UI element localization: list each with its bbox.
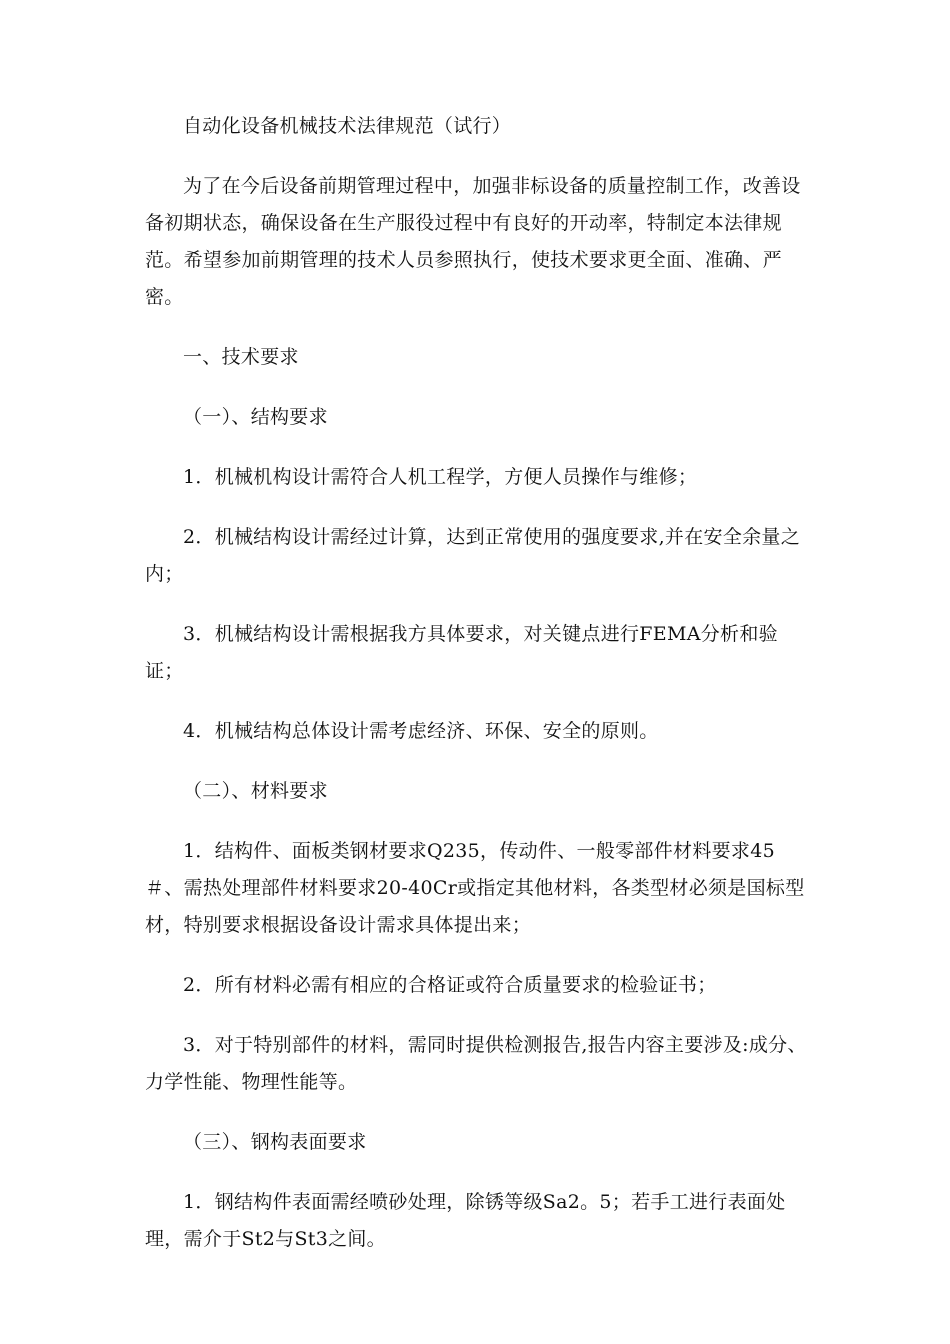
- list-item: 3．机械结构设计需根据我方具体要求，对关键点进行FEMA分析和验证；: [145, 623, 778, 682]
- intro-paragraph: 为了在今后设备前期管理过程中，加强非标设备的质量控制工作，改善设备初期状态，确保设备在生产服役过程中有良好的开动率，特制定本法律规范。希望参加前期管理的技术人员参照执行，使技术要求更全面、准确、严密。: [145, 175, 801, 308]
- list-item: 2．所有材料必需有相应的合格证或符合质量要求的检验证书；: [183, 974, 717, 996]
- document-title: 自动化设备机械技术法律规范（试行）: [183, 115, 512, 137]
- list-item: 1．钢结构件表面需经喷砂处理，除锈等级Sa2。5；若手工进行表面处理，需介于St2与St3之间。: [145, 1191, 786, 1250]
- document-page: [145, 108, 810, 1258]
- subsection-heading-steel-surface: （三）、钢构表面要求: [183, 1131, 367, 1153]
- list-item: 3．对于特别部件的材料，需同时提供检测报告,报告内容主要涉及:成分、力学性能、物理性能等。: [145, 1034, 807, 1093]
- list-item: 4．机械结构总体设计需考虑经济、环保、安全的原则。: [183, 720, 659, 742]
- list-item: 1．结构件、面板类钢材要求Q235，传动件、一般零部件材料要求45＃、需热处理部件材料要求20-40Cr或指定其他材料，各类型材必须是国标型材，特别要求根据设备设计需求具体提出来；: [145, 840, 805, 936]
- subsection-heading-materials: （二）、材料要求: [183, 780, 328, 802]
- list-item: 1．机械机构设计需符合人机工程学，方便人员操作与维修；: [183, 466, 698, 488]
- list-item: 2．机械结构设计需经过计算，达到正常使用的强度要求,并在安全余量之内；: [145, 526, 801, 585]
- subsection-heading-structure: （一）、结构要求: [183, 406, 328, 428]
- section-heading-technical-requirements: 一、技术要求: [183, 346, 299, 368]
